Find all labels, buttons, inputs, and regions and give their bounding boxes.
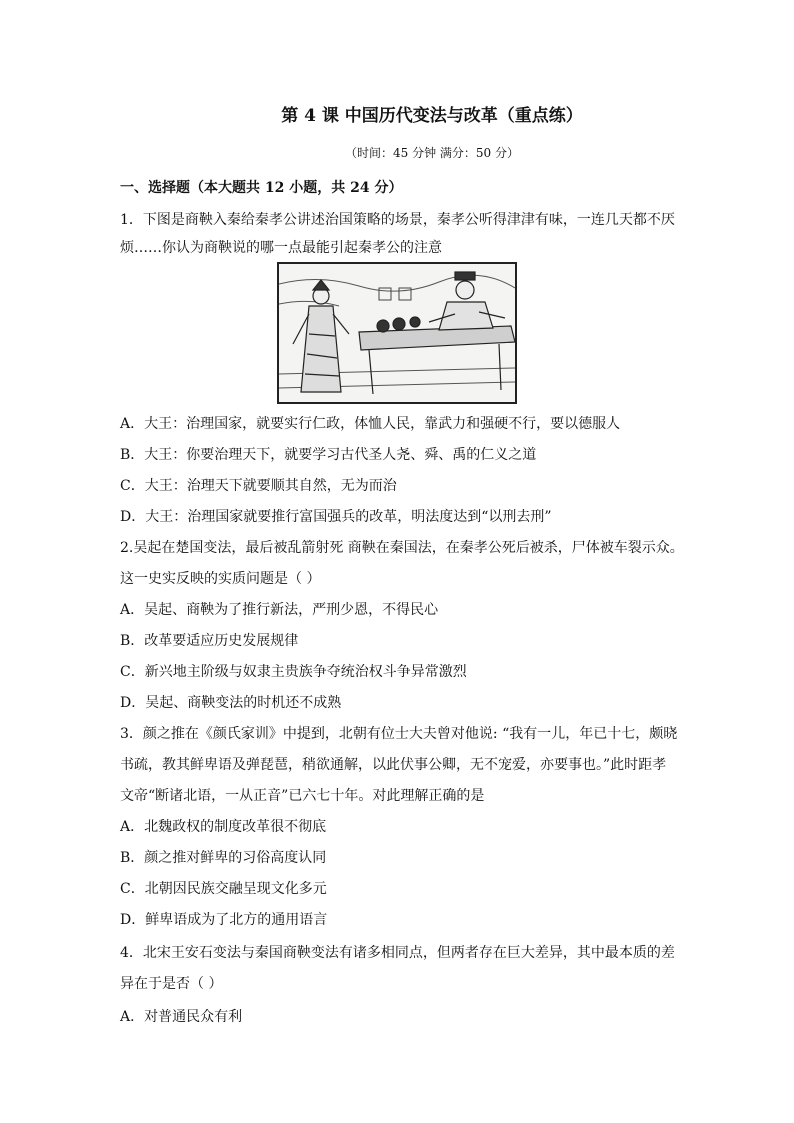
- q3-option-b: B．颜之推对鲜卑的习俗高度认同: [120, 850, 327, 866]
- q3-stem-line1: 3．颜之推在《颜氏家训》中提到，北朝有位士大夫曾对他说: “我有一儿，年已十七，颇晓: [120, 726, 678, 742]
- q3-option-c: C．北朝因民族交融呈现文化多元: [120, 881, 327, 897]
- q2-option-d: D．吴起、商鞅变法的时机还不成熟: [120, 695, 342, 711]
- q2-option-a: A．吴起、商鞅为了推行新法，严刑少恩，不得民心: [120, 602, 439, 618]
- q2-stem-line1: 2.吴起在楚国变法，最后被乱箭射死 商鞅在秦国法，在秦孝公死后被杀，尸体被车裂示众。: [120, 540, 684, 556]
- q4-option-a: A．对普通民众有利: [120, 1009, 243, 1025]
- q3-stem-line2: 书疏，教其鲜卑语及弹琵琶，稍欲通解，以此伏事公卿，无不宠爱，亦要事也。”此时距孝: [120, 757, 667, 773]
- q4-stem-line1: 4．北宋王安石变法与秦国商鞅变法有诸多相同点，但两者存在巨大差异，其中最本质的差: [120, 945, 675, 961]
- page-title: 第 4 课 中国历代变法与改革（重点练）: [281, 106, 583, 126]
- q1-option-a: A．大王：治理国家，就要实行仁政，体恤人民，靠武力和强硬不行，要以德服人: [120, 416, 621, 432]
- section-heading: 一、选择题（本大题共 12 小题，共 24 分）: [120, 180, 403, 196]
- shang-yang-scene-image: [279, 264, 515, 402]
- q1-option-b: B．大王：你要治理天下，就要学习古代圣人尧、舜、禹的仁义之道: [120, 447, 537, 463]
- q3-stem-line3: 文帝“断诸北语，一从正音”已六七十年。对此理解正确的是: [120, 788, 485, 804]
- q3-option-a: A．北魏政权的制度改革很不彻底: [120, 819, 327, 835]
- q2-option-b: B．改革要适应历史发展规律: [120, 633, 299, 649]
- q2-option-c: C．新兴地主阶级与奴隶主贵族争夺统治权斗争异常激烈: [120, 664, 467, 680]
- q2-stem-line2: 这一史实反映的实质问题是（ ）: [120, 571, 321, 587]
- time-score-info: （时间：45 分钟 满分：50 分）: [345, 146, 519, 160]
- historical-illustration: [277, 262, 517, 404]
- q1-option-c: C．大王：治理天下就要顺其自然，无为而治: [120, 478, 397, 494]
- q1-stem-line2: 烦……你认为商鞅说的哪一点最能引起秦孝公的注意: [120, 240, 442, 256]
- q3-option-d: D．鲜卑语成为了北方的通用语言: [120, 912, 328, 928]
- q1-option-d: D．大王：治理国家就要推行富国强兵的改革，明法度达到“以刑去刑”: [120, 509, 552, 525]
- q1-stem-line1: 1．下图是商鞅入秦给秦孝公讲述治国策略的场景，秦孝公听得津津有味，一连几天都不厌: [120, 212, 675, 228]
- q4-stem-line2: 异在于是否（ ）: [120, 976, 223, 992]
